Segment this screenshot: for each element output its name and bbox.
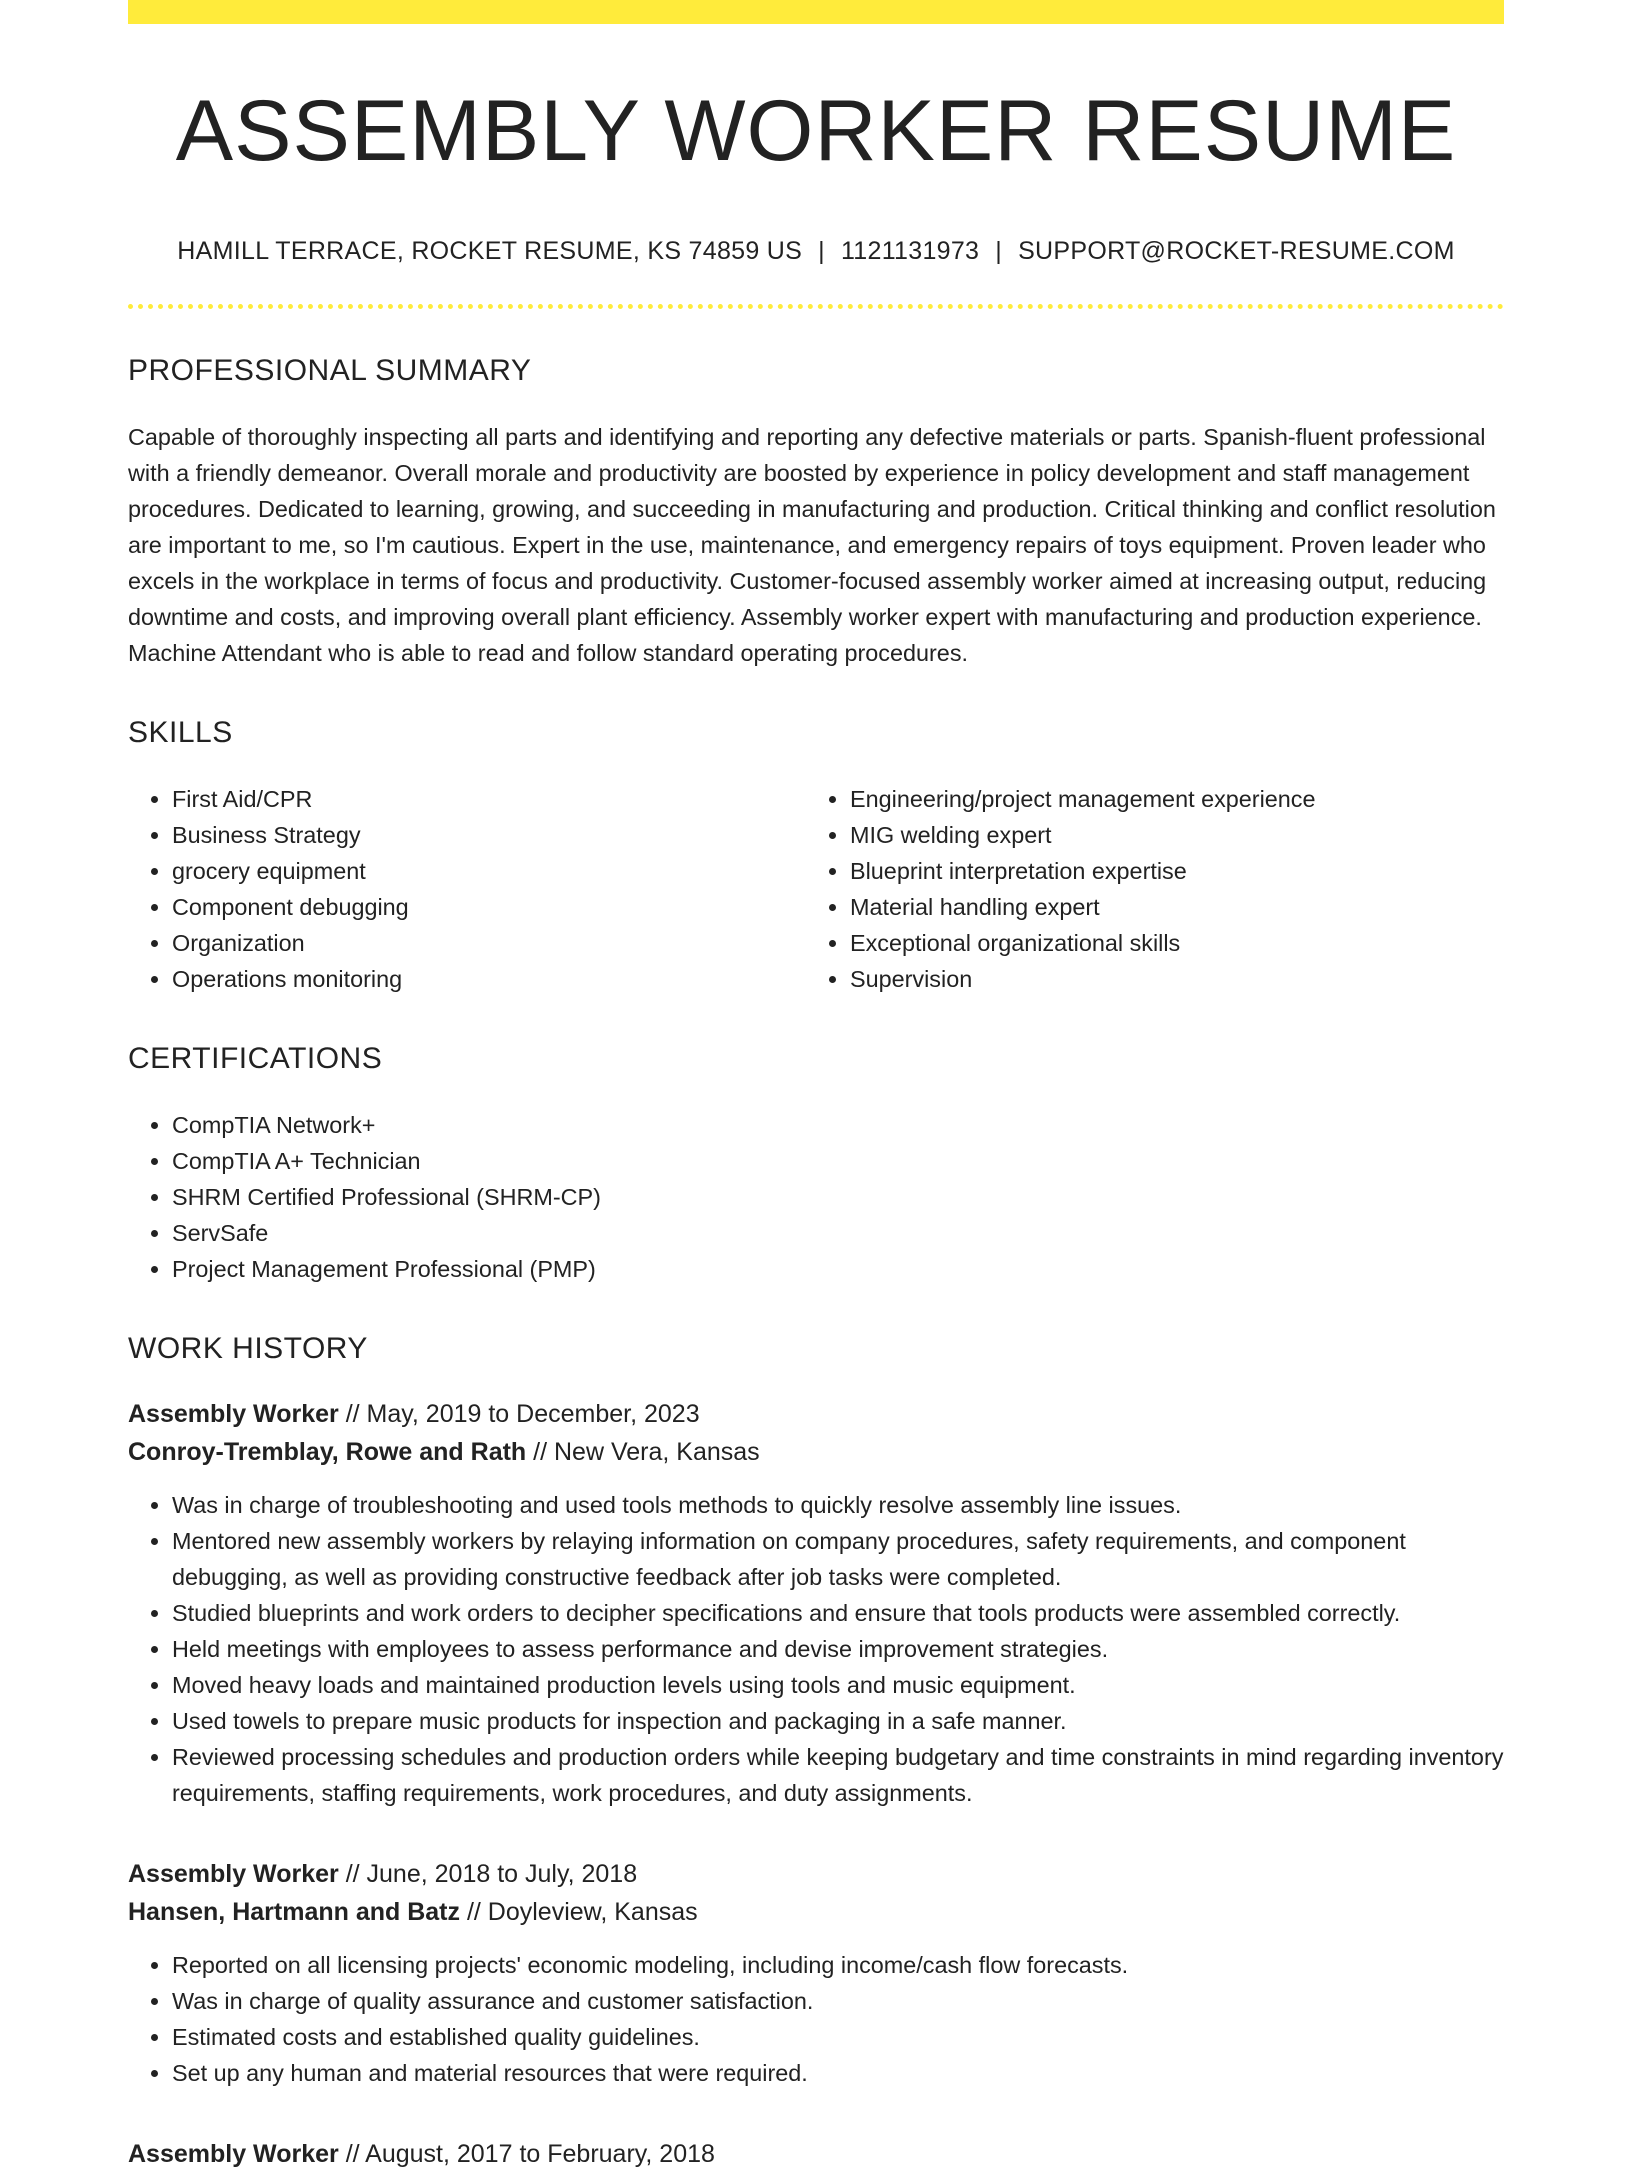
job-entry bbox=[128, 1855, 1504, 2091]
certification-item: • CompTIA Network+ bbox=[172, 1107, 1504, 1143]
job-duty-item: • Reviewed processing schedules and production orders while keeping budgetary and time constraints in mind regarding inventory requirements, staffing requirements, work procedures, and duty assignments. bbox=[172, 1739, 1504, 1811]
job-dates: // June, 2018 to July, 2018 bbox=[338, 1859, 638, 1888]
job-duty-item: • Reported on all licensing projects' economic modeling, including income/cash flow forecasts. bbox=[172, 1947, 1504, 1983]
job-role: Assembly Worker bbox=[128, 2139, 339, 2168]
contact-email[interactable]: SUPPORT@ROCKET-RESUME.COM bbox=[1018, 236, 1455, 265]
dotted-divider bbox=[128, 304, 1504, 309]
certifications-section bbox=[128, 1041, 1504, 1287]
summary-paragraph: Capable of thoroughly inspecting all parts and identifying and reporting any defective materials or parts. Spanish-fluent professional with a friendly demeanor. Overall morale and productivity are boosted by experience in policy development and staff management procedures. Dedicated to learning, growing, and succeeding in manufacturing and production. Critical thinking and conflict resolution are important to me, so I'm cautious. Expert in the use, maintenance, and emergency repairs of toys equipment. Proven leader who excels in the workplace in terms of focus and productivity. Customer-focused assembly worker aimed at increasing output, reducing downtime and costs, and improving overall plant efficiency. Assembly worker expert with manufacturing and production experience. Machine Attendant who is able to read and follow standard operating procedures. bbox=[128, 423, 1496, 666]
skills-section bbox=[128, 715, 1504, 997]
contact-phone: 1121131973 bbox=[840, 236, 980, 265]
contact-separator: | bbox=[818, 236, 825, 265]
contact-line bbox=[128, 237, 1504, 266]
job-location: // New Vera, Kansas bbox=[526, 1437, 760, 1466]
job-duty-item: • Used towels to prepare music products for inspection and packaging in a safe manner. bbox=[172, 1703, 1504, 1739]
skills-grid bbox=[128, 781, 1504, 997]
job-duty-item: • Moved heavy loads and maintained production levels using tools and music equipment. bbox=[172, 1667, 1504, 1703]
skill-item: • Exceptional organizational skills bbox=[850, 925, 1548, 961]
job-title-line bbox=[128, 1395, 1504, 1433]
job-company-line bbox=[128, 1433, 1504, 1471]
section-heading-work-history: WORK HISTORY bbox=[128, 1331, 368, 1365]
job-company: Hansen, Hartmann and Batz bbox=[128, 1897, 461, 1926]
skill-item: • Material handling expert bbox=[850, 889, 1548, 925]
job-duty-item: • Mentored new assembly workers by relaying information on company procedures, safety requirements, and component debugging, as well as providing constructive feedback after job tasks were completed. bbox=[172, 1523, 1504, 1595]
job-role: Assembly Worker bbox=[128, 1399, 339, 1428]
job-duty-item: • Estimated costs and established quality guidelines. bbox=[172, 2019, 1504, 2055]
job-duties-list bbox=[128, 1947, 1504, 2091]
job-duty-item: • Studied blueprints and work orders to decipher specifications and ensure that tools products were assembled correctly. bbox=[172, 1595, 1504, 1631]
certification-item: • SHRM Certified Professional (SHRM-CP) bbox=[172, 1179, 1504, 1215]
section-heading-certifications: CERTIFICATIONS bbox=[128, 1041, 383, 1075]
skill-item: • Component debugging bbox=[172, 889, 806, 925]
job-duty-item: • Set up any human and material resources that were required. bbox=[172, 2055, 1504, 2091]
certification-item: • ServSafe bbox=[172, 1215, 1504, 1251]
resume-page bbox=[128, 0, 1504, 2173]
accent-top-bar bbox=[128, 0, 1504, 24]
job-company: Conroy-Tremblay, Rowe and Rath bbox=[128, 1437, 527, 1466]
job-duties-list bbox=[128, 1487, 1504, 1811]
skill-item: • MIG welding expert bbox=[850, 817, 1548, 853]
contact-address: HAMILL TERRACE, ROCKET RESUME, KS 74859 US bbox=[177, 236, 803, 265]
skill-item: • Supervision bbox=[850, 961, 1548, 997]
job-title-line bbox=[128, 2135, 1504, 2173]
skill-item: • First Aid/CPR bbox=[172, 781, 806, 817]
skill-item: • Operations monitoring bbox=[172, 961, 806, 997]
job-entry bbox=[128, 1395, 1504, 1811]
section-heading-skills: SKILLS bbox=[128, 715, 233, 749]
contact-separator: | bbox=[995, 236, 1003, 265]
job-title-line bbox=[128, 1855, 1504, 1893]
job-company-line bbox=[128, 1893, 1504, 1931]
resume-title: ASSEMBLY WORKER RESUME bbox=[175, 83, 1457, 179]
section-heading-summary: PROFESSIONAL SUMMARY bbox=[128, 353, 532, 387]
skills-list-left bbox=[128, 781, 806, 997]
job-location: // Doyleview, Kansas bbox=[460, 1897, 698, 1926]
job-duty-item: • Was in charge of troubleshooting and used tools methods to quickly resolve assembly line issues. bbox=[172, 1487, 1504, 1523]
certification-item: • Project Management Professional (PMP) bbox=[172, 1251, 1504, 1287]
skills-list-right bbox=[806, 781, 1548, 997]
skill-item: • grocery equipment bbox=[172, 853, 806, 889]
job-role: Assembly Worker bbox=[128, 1859, 339, 1888]
work-history-section bbox=[128, 1331, 1504, 2173]
job-dates: // May, 2019 to December, 2023 bbox=[338, 1399, 700, 1428]
certification-item: • CompTIA A+ Technician bbox=[172, 1143, 1504, 1179]
job-duty-item: • Held meetings with employees to assess performance and devise improvement strategies. bbox=[172, 1631, 1504, 1667]
skill-item: • Blueprint interpretation expertise bbox=[850, 853, 1548, 889]
skill-item: • Engineering/project management experience bbox=[850, 781, 1548, 817]
certifications-list bbox=[128, 1107, 1504, 1287]
skill-item: • Business Strategy bbox=[172, 817, 806, 853]
job-duty-item: • Was in charge of quality assurance and customer satisfaction. bbox=[172, 1983, 1504, 2019]
job-dates: // August, 2017 to February, 2018 bbox=[338, 2139, 715, 2168]
professional-summary-section bbox=[128, 353, 1504, 671]
job-entry bbox=[128, 2135, 1504, 2173]
skill-item: • Organization bbox=[172, 925, 806, 961]
